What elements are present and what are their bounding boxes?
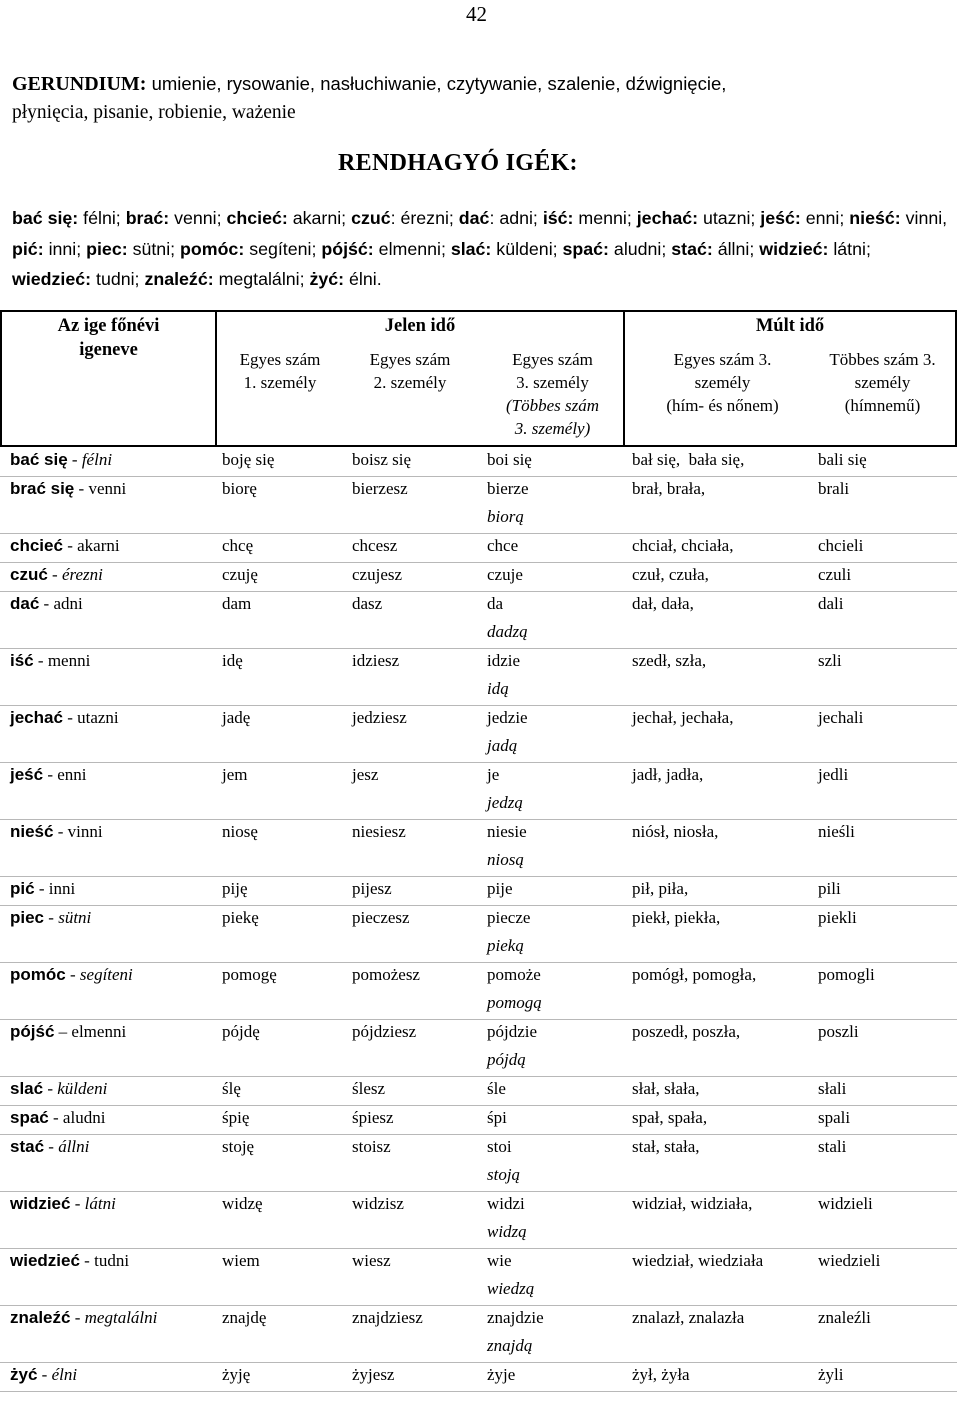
present-sg3: śpi [487, 1108, 507, 1127]
past-sg3: słał, słała, [632, 1079, 700, 1098]
verb-infinitive [10, 594, 83, 614]
subheader-sg2: Egyes szám 2. személy [369, 350, 451, 392]
verb-hungarian: venni [88, 479, 127, 498]
present-sg3: da [487, 594, 504, 613]
verb-separator: - [44, 1137, 59, 1156]
gerund-paragraph [12, 70, 947, 127]
gerund-label: GERUNDIUM: [12, 73, 147, 95]
verb-polish: brać się [10, 479, 75, 498]
irregular-verb-hu: félni; [78, 208, 126, 228]
verb-infinitive [10, 1365, 77, 1385]
present-sg3: stoi [487, 1137, 512, 1156]
present-sg3: pomoże [487, 965, 541, 984]
present-sg3: pójdzie [487, 1022, 538, 1041]
subheader-past-sg3: Egyes szám 3. személy (hím- és nőnem) [666, 350, 779, 415]
past-sg3: brał, brała, [632, 479, 706, 498]
table-row [0, 1305, 957, 1362]
verb-hungarian: megtalálni [84, 1308, 158, 1327]
verb-hungarian: állni [58, 1137, 90, 1156]
verb-infinitive [10, 651, 90, 671]
irregular-verb-hu: venni; [169, 208, 227, 228]
irregular-verb-hu: akarni; [287, 208, 352, 228]
verb-polish: znaleźć [10, 1308, 71, 1327]
present-pl3: widzą [487, 1222, 527, 1241]
verb-separator: - [70, 1308, 85, 1327]
irregular-verb-hu: tudni; [91, 269, 145, 289]
verb-polish: pomóc [10, 965, 66, 984]
present-sg2: widzisz [352, 1194, 404, 1213]
irregular-verb-pl: nieść: [849, 208, 901, 228]
present-sg3: czuje [487, 565, 523, 584]
table-row [0, 876, 957, 905]
irregular-verb-pl: żyć: [309, 269, 345, 289]
present-sg1: znajdę [222, 1308, 267, 1327]
irregular-verbs-paragraph [12, 203, 952, 295]
past-pl3: stali [818, 1137, 847, 1156]
irregular-verb-pl: czuć [351, 208, 391, 228]
present-tense-header: Jelen idő [384, 316, 456, 336]
table-row [0, 476, 957, 533]
past-pl3: poszli [818, 1022, 859, 1041]
past-sg3: jadł, jadła, [632, 765, 704, 784]
irregular-verb-pl: brać: [125, 208, 170, 228]
present-sg3: jedzie [487, 708, 528, 727]
irregular-verb-pl: jeść: [760, 208, 801, 228]
past-sg3: jechał, jechała, [632, 708, 734, 727]
page-number: 42 [466, 2, 487, 26]
table-row [0, 1019, 957, 1076]
present-sg1: chcę [222, 536, 254, 555]
past-pl3: szli [818, 651, 842, 670]
present-pl3: jadą [487, 736, 518, 755]
past-tense-header: Múlt idő [755, 316, 825, 336]
present-sg3: piecze [487, 908, 531, 927]
verb-hungarian: vinni [67, 822, 103, 841]
past-sg3: szedł, szła, [632, 651, 707, 670]
present-sg3: chce [487, 536, 519, 555]
table-row [0, 1076, 957, 1105]
present-sg3: znajdzie [487, 1308, 544, 1327]
verb-hungarian: élni [51, 1365, 78, 1384]
past-sg3: pomógł, pomogła, [632, 965, 757, 984]
present-sg3: wie [487, 1251, 512, 1270]
irregular-verb-pl: pomóc: [180, 238, 245, 259]
present-pl3: stoją [487, 1165, 521, 1184]
present-sg3: je [487, 765, 500, 784]
present-pl3: dadzą [487, 622, 528, 641]
past-pl3: czuli [818, 565, 852, 584]
past-pl3: dali [818, 594, 844, 613]
section-heading: RENDHAGYÓ IGÉK: [338, 150, 578, 176]
table-row [0, 1191, 957, 1248]
verb-hungarian: akarni [77, 536, 120, 555]
verb-separator: - [67, 450, 82, 469]
past-pl3: słali [818, 1079, 847, 1098]
past-pl3: chcieli [818, 536, 864, 555]
past-sg3: czuł, czuła, [632, 565, 709, 584]
irregular-verb-pl: widzieć: [759, 238, 829, 259]
irregular-verb-pl: pić: [12, 238, 44, 259]
present-sg1: widzę [222, 1194, 263, 1213]
irregular-verb-pl: piec: [86, 238, 128, 259]
verb-separator: - [62, 536, 78, 555]
past-sg3: bał się, bała się, [632, 450, 745, 469]
present-pl3: pomogą [487, 993, 542, 1012]
irregular-verb-hu: sütni; [127, 238, 181, 259]
verb-infinitive [10, 1308, 157, 1328]
past-pl3: pili [818, 879, 841, 898]
verb-separator: - [79, 1251, 95, 1270]
present-sg1: jadę [222, 708, 251, 727]
verb-polish: dać [10, 594, 40, 613]
past-sg3: spał, spała, [632, 1108, 708, 1127]
verb-polish: czuć [10, 565, 48, 584]
present-sg1: pójdę [222, 1022, 260, 1041]
present-sg1: boję się [222, 450, 275, 469]
present-sg1: niosę [222, 822, 258, 841]
verb-polish: jechać [10, 708, 63, 727]
present-sg1: dam [222, 594, 252, 613]
present-sg2: niesiesz [352, 822, 406, 841]
verb-separator: - [48, 1108, 63, 1127]
table-row [0, 591, 957, 648]
present-sg2: jesz [352, 765, 379, 784]
table-row [0, 905, 957, 962]
present-sg2: czujesz [352, 565, 403, 584]
verb-polish: piec [10, 908, 45, 927]
verb-polish: stać [10, 1137, 45, 1156]
irregular-verb-hu: segíteni; [244, 238, 322, 259]
present-sg1: piekę [222, 908, 259, 927]
table-row [0, 819, 957, 876]
present-sg2: chcesz [352, 536, 398, 555]
verb-polish: slać [10, 1079, 44, 1098]
table-row [0, 1248, 957, 1305]
verb-infinitive [10, 908, 91, 928]
table-row [0, 562, 957, 591]
table-row [0, 962, 957, 1019]
verb-polish: widzieć [10, 1194, 71, 1213]
irregular-verb-hu: inni; [43, 238, 87, 259]
verb-infinitive [10, 822, 103, 842]
verb-separator: - [65, 965, 80, 984]
table-row [0, 447, 957, 476]
verb-separator: - [33, 651, 48, 670]
irregular-verb-hu: küldeni; [491, 238, 563, 259]
row-divider [0, 1391, 957, 1392]
present-sg2: śpiesz [352, 1108, 394, 1127]
verb-infinitive [10, 1079, 107, 1099]
irregular-verb-hu: elmenni; [373, 238, 451, 259]
present-sg1: ślę [222, 1079, 241, 1098]
present-sg1: idę [222, 651, 243, 670]
past-sg3: znalazł, znalazła [632, 1308, 745, 1327]
irregular-verb-pl: chcieć: [226, 208, 288, 228]
verb-infinitive [10, 765, 87, 785]
present-sg2: żyjesz [352, 1365, 395, 1384]
verb-infinitive [10, 479, 126, 499]
subheader-sg1: Egyes szám 1. személy [239, 350, 321, 392]
present-sg2: bierzesz [352, 479, 408, 498]
present-sg2: stoisz [352, 1137, 391, 1156]
verb-separator: - [39, 594, 54, 613]
verb-infinitive [10, 1022, 126, 1042]
present-sg1: stoję [222, 1137, 255, 1156]
present-sg1: wiem [222, 1251, 260, 1270]
irregular-verb-hu: élni. [344, 269, 382, 289]
irregular-verb-hu: : érezni; [390, 208, 459, 228]
irregular-verb-pl: wiedzieć: [12, 269, 92, 289]
verb-hungarian: segíteni [79, 965, 133, 984]
past-pl3: jechali [818, 708, 864, 727]
irregular-verb-pl: jechać: [636, 208, 699, 228]
past-pl3: piekli [818, 908, 857, 927]
verb-hungarian: küldeni [57, 1079, 108, 1098]
verb-separator: - [37, 1365, 52, 1384]
verb-hungarian: menni [47, 651, 91, 670]
present-sg1: żyję [222, 1365, 251, 1384]
present-pl3: pójdą [487, 1050, 526, 1069]
past-sg3: widział, widziała, [632, 1194, 753, 1213]
irregular-verb-hu: enni; [800, 208, 850, 228]
present-sg3: idzie [487, 651, 521, 670]
verb-hungarian: látni [84, 1194, 116, 1213]
verb-infinitive [10, 708, 119, 728]
present-sg2: znajdziesz [352, 1308, 423, 1327]
gerund-list-line2: płynięcia, pisanie, robienie, ważenie [12, 102, 296, 123]
table-row [0, 1362, 957, 1391]
past-pl3: spali [818, 1108, 851, 1127]
past-pl3: nieśli [818, 822, 855, 841]
verb-infinitive [10, 1137, 89, 1157]
present-pl3: biorą [487, 507, 524, 526]
irregular-verb-pl: spać: [562, 238, 609, 259]
irregular-verb-pl: stać: [671, 238, 713, 259]
verb-infinitive [10, 879, 75, 899]
verb-separator: – [54, 1022, 72, 1041]
irregular-verb-hu: látni; [828, 238, 871, 259]
present-sg1: jem [222, 765, 248, 784]
irregular-verb-hu: : adni; [489, 208, 543, 228]
gerund-list-line1: umienie, rysowanie, nasłuchiwanie, czytywanie, szalenie, dźwignięcie, [146, 73, 727, 94]
present-sg2: pomożesz [352, 965, 420, 984]
subheader-sg3: Egyes szám 3. személy (Többes szám 3. személy) [505, 350, 600, 438]
past-sg3: pił, piła, [632, 879, 689, 898]
present-sg2: ślesz [352, 1079, 386, 1098]
present-sg2: pieczesz [352, 908, 410, 927]
past-sg3: niósł, niosła, [632, 822, 719, 841]
present-sg1: piję [222, 879, 248, 898]
present-sg3: boi się [487, 450, 532, 469]
present-sg1: pomogę [222, 965, 277, 984]
present-sg2: dasz [352, 594, 383, 613]
verb-polish: spać [10, 1108, 49, 1127]
verb-hungarian: inni [48, 879, 76, 898]
verb-hungarian: utazni [77, 708, 119, 727]
verb-polish: chcieć [10, 536, 63, 555]
past-sg3: wiedział, wiedziała [632, 1251, 764, 1270]
verb-hungarian: enni [57, 765, 87, 784]
verb-polish: pić [10, 879, 35, 898]
verb-hungarian: félni [81, 450, 113, 469]
past-sg3: chciał, chciała, [632, 536, 734, 555]
present-sg3: pije [487, 879, 513, 898]
verb-hungarian: elmenni [71, 1022, 127, 1041]
verb-hungarian: érezni [61, 565, 103, 584]
past-pl3: znaleźli [818, 1308, 871, 1327]
present-pl3: wiedzą [487, 1279, 535, 1298]
present-sg1: biorę [222, 479, 257, 498]
present-sg2: pójdziesz [352, 1022, 417, 1041]
present-pl3: znajdą [487, 1336, 533, 1355]
past-sg3: piekł, piekła, [632, 908, 721, 927]
irregular-verb-pl: slać: [450, 238, 492, 259]
verb-separator: - [70, 1194, 85, 1213]
irregular-verb-hu: aludni; [608, 238, 672, 259]
present-sg2: idziesz [352, 651, 400, 670]
verb-separator: - [53, 822, 68, 841]
present-pl3: niosą [487, 850, 524, 869]
verb-separator: - [34, 879, 49, 898]
verb-polish: bać się [10, 450, 68, 469]
past-pl3: jedli [818, 765, 849, 784]
verb-separator: - [44, 908, 59, 927]
past-pl3: żyli [818, 1365, 844, 1384]
verb-polish: wiedzieć [10, 1251, 80, 1270]
present-sg3: żyje [487, 1365, 516, 1384]
table-row [0, 1105, 957, 1134]
verb-infinitive [10, 965, 133, 985]
present-pl3: idą [487, 679, 509, 698]
table-row [0, 1134, 957, 1191]
table-row [0, 533, 957, 562]
verb-column-header: Az ige főnévi igeneve [57, 316, 160, 360]
irregular-verb-pl: znaleźć: [144, 269, 214, 289]
verb-separator: - [43, 765, 58, 784]
verb-polish: żyć [10, 1365, 38, 1384]
verb-separator: - [62, 708, 78, 727]
past-sg3: stał, stała, [632, 1137, 700, 1156]
present-sg1: czuję [222, 565, 258, 584]
irregular-verb-pl: iść: [542, 208, 574, 228]
verb-infinitive [10, 565, 103, 585]
past-pl3: pomogli [818, 965, 875, 984]
past-pl3: widzieli [818, 1194, 873, 1213]
table-row [0, 648, 957, 705]
irregular-verb-pl: dać [458, 208, 490, 228]
verb-hungarian: tudni [94, 1251, 130, 1270]
present-sg3: niesie [487, 822, 527, 841]
verb-infinitive [10, 450, 112, 470]
present-sg2: jedziesz [352, 708, 407, 727]
past-pl3: brali [818, 479, 850, 498]
past-pl3: bali się [818, 450, 867, 469]
verb-polish: jeść [10, 765, 44, 784]
present-pl3: pieką [487, 936, 524, 955]
conjugation-table [0, 310, 957, 1408]
verb-hungarian: aludni [62, 1108, 106, 1127]
present-sg3: śle [487, 1079, 506, 1098]
table-row [0, 705, 957, 762]
verb-polish: iść [10, 651, 34, 670]
table-row [0, 762, 957, 819]
verb-polish: nieść [10, 822, 54, 841]
present-sg2: wiesz [352, 1251, 391, 1270]
present-sg2: boisz się [352, 450, 412, 469]
verb-infinitive [10, 1108, 105, 1128]
present-sg3: widzi [487, 1194, 525, 1213]
irregular-verb-hu: vinni, [900, 208, 948, 228]
irregular-verb-hu: menni; [573, 208, 637, 228]
verb-infinitive [10, 536, 120, 556]
past-sg3: poszedł, poszła, [632, 1022, 741, 1041]
irregular-verb-hu: állni; [712, 238, 760, 259]
verb-separator: - [74, 479, 89, 498]
past-sg3: żył, żyła [632, 1365, 690, 1384]
irregular-verb-pl: pójść: [321, 238, 374, 259]
present-sg1: śpię [222, 1108, 250, 1127]
irregular-verb-pl: bać się: [12, 208, 79, 228]
verb-separator: - [47, 565, 62, 584]
present-sg2: pijesz [352, 879, 392, 898]
past-pl3: wiedzieli [818, 1251, 881, 1270]
past-sg3: dał, dała, [632, 594, 694, 613]
verb-hungarian: sütni [58, 908, 92, 927]
subheader-past-pl3: Többes szám 3. személy (hímnemű) [829, 350, 936, 415]
irregular-verb-hu: megtalálni; [213, 269, 310, 289]
verb-infinitive [10, 1194, 116, 1214]
present-sg3: bierze [487, 479, 529, 498]
irregular-verb-hu: utazni; [698, 208, 761, 228]
verb-separator: - [43, 1079, 58, 1098]
present-pl3: jedzą [487, 793, 523, 812]
verb-infinitive [10, 1251, 129, 1271]
verb-hungarian: adni [53, 594, 83, 613]
verb-polish: pójść [10, 1022, 55, 1041]
